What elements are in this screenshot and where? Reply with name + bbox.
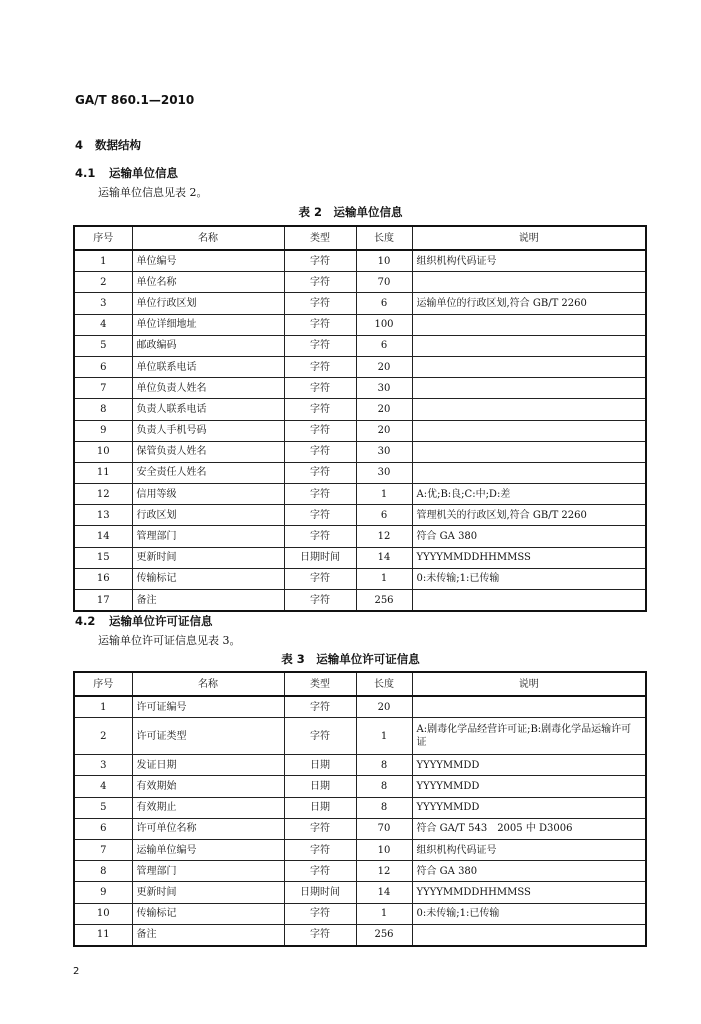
cell-name: 许可证编号 xyxy=(132,696,284,718)
cell-length: 6 xyxy=(356,293,412,314)
cell-type: 字符 xyxy=(284,378,356,399)
cell-name: 单位行政区划 xyxy=(132,293,284,314)
cell-description xyxy=(412,462,646,483)
cell-name: 信用等级 xyxy=(132,484,284,505)
table-row xyxy=(74,547,646,568)
cell-index: 12 xyxy=(74,484,132,505)
cell-description: 符合 GA 380 xyxy=(412,526,646,547)
cell-index: 14 xyxy=(74,526,132,547)
table-row xyxy=(74,839,646,860)
cell-index: 2 xyxy=(74,718,132,755)
cell-type: 字符 xyxy=(284,399,356,420)
cell-index: 17 xyxy=(74,590,132,612)
cell-length: 10 xyxy=(356,839,412,860)
cell-type: 字符 xyxy=(284,839,356,860)
table-row xyxy=(74,441,646,462)
header-cell: 说明 xyxy=(412,672,646,696)
cell-type: 字符 xyxy=(284,314,356,335)
cell-description: 0:未传输;1:已传输 xyxy=(412,568,646,589)
cell-length: 20 xyxy=(356,399,412,420)
chapter-title: 数据结构 xyxy=(95,138,142,152)
cell-name: 单位联系电话 xyxy=(132,356,284,377)
cell-type: 字符 xyxy=(284,462,356,483)
header-cell: 类型 xyxy=(284,226,356,250)
cell-index: 4 xyxy=(74,314,132,335)
table-row xyxy=(74,797,646,818)
cell-type: 字符 xyxy=(284,272,356,293)
cell-type: 字符 xyxy=(284,861,356,882)
table-row xyxy=(74,462,646,483)
cell-name: 负责人联系电话 xyxy=(132,399,284,420)
cell-name: 更新时间 xyxy=(132,547,284,568)
cell-length: 10 xyxy=(356,250,412,272)
chapter-number: 4 xyxy=(75,138,84,152)
cell-length: 70 xyxy=(356,272,412,293)
cell-length: 8 xyxy=(356,776,412,797)
cell-length: 20 xyxy=(356,420,412,441)
section-heading-4-2 xyxy=(75,613,213,629)
cell-length: 256 xyxy=(356,924,412,946)
cell-description: 管理机关的行政区划,符合 GB/T 2260 xyxy=(412,505,646,526)
standard-code: GA/T 860.1—2010 xyxy=(75,93,195,107)
table-row xyxy=(74,505,646,526)
cell-length: 70 xyxy=(356,818,412,839)
cell-description xyxy=(412,335,646,356)
table-row xyxy=(74,924,646,946)
cell-index: 16 xyxy=(74,568,132,589)
cell-index: 13 xyxy=(74,505,132,526)
header-cell: 名称 xyxy=(132,226,284,250)
table-row xyxy=(74,882,646,903)
table-row xyxy=(74,590,646,612)
cell-index: 6 xyxy=(74,356,132,377)
table-row xyxy=(74,356,646,377)
cell-name: 行政区划 xyxy=(132,505,284,526)
cell-length: 12 xyxy=(356,861,412,882)
cell-index: 8 xyxy=(74,399,132,420)
cell-name: 单位编号 xyxy=(132,250,284,272)
header-cell: 序号 xyxy=(74,672,132,696)
cell-index: 6 xyxy=(74,818,132,839)
cell-index: 7 xyxy=(74,839,132,860)
section-intro: 运输单位许可证信息见表 3。 xyxy=(98,634,241,647)
cell-length: 20 xyxy=(356,356,412,377)
cell-name: 更新时间 xyxy=(132,882,284,903)
cell-type: 字符 xyxy=(284,484,356,505)
section-number: 4.1 xyxy=(75,166,96,180)
cell-type: 日期时间 xyxy=(284,547,356,568)
cell-type: 字符 xyxy=(284,903,356,924)
cell-length: 1 xyxy=(356,484,412,505)
cell-index: 5 xyxy=(74,797,132,818)
table-row xyxy=(74,568,646,589)
cell-name: 有效期止 xyxy=(132,797,284,818)
cell-name: 负责人手机号码 xyxy=(132,420,284,441)
table-row xyxy=(74,250,646,272)
cell-index: 8 xyxy=(74,861,132,882)
table-row xyxy=(74,718,646,755)
cell-length: 14 xyxy=(356,547,412,568)
cell-length: 100 xyxy=(356,314,412,335)
cell-description xyxy=(412,356,646,377)
cell-type: 字符 xyxy=(284,818,356,839)
cell-length: 1 xyxy=(356,568,412,589)
cell-name: 管理部门 xyxy=(132,526,284,547)
cell-index: 9 xyxy=(74,420,132,441)
cell-name: 发证日期 xyxy=(132,755,284,776)
cell-description: 组织机构代码证号 xyxy=(412,839,646,860)
cell-index: 1 xyxy=(74,696,132,718)
cell-description xyxy=(412,378,646,399)
cell-name: 传输标记 xyxy=(132,903,284,924)
table-transport-unit-license-info xyxy=(73,671,647,947)
cell-index: 4 xyxy=(74,776,132,797)
cell-length: 20 xyxy=(356,696,412,718)
cell-type: 字符 xyxy=(284,441,356,462)
table-header-row xyxy=(74,672,646,696)
header-cell: 类型 xyxy=(284,672,356,696)
cell-name: 保管负责人姓名 xyxy=(132,441,284,462)
cell-description: 运输单位的行政区划,符合 GB/T 2260 xyxy=(412,293,646,314)
table-row xyxy=(74,272,646,293)
cell-description: YYYYMMDDHHMMSS xyxy=(412,882,646,903)
cell-type: 字符 xyxy=(284,335,356,356)
section-title: 运输单位许可证信息 xyxy=(109,614,213,628)
cell-name: 有效期始 xyxy=(132,776,284,797)
cell-type: 日期 xyxy=(284,776,356,797)
table-row xyxy=(74,818,646,839)
section-title: 运输单位信息 xyxy=(109,166,179,180)
cell-type: 字符 xyxy=(284,250,356,272)
cell-type: 字符 xyxy=(284,590,356,612)
cell-index: 15 xyxy=(74,547,132,568)
cell-name: 单位名称 xyxy=(132,272,284,293)
cell-length: 8 xyxy=(356,755,412,776)
cell-name: 管理部门 xyxy=(132,861,284,882)
cell-index: 10 xyxy=(74,441,132,462)
cell-length: 30 xyxy=(356,462,412,483)
cell-description: YYYYMMDD xyxy=(412,797,646,818)
cell-index: 11 xyxy=(74,924,132,946)
cell-description xyxy=(412,272,646,293)
cell-description xyxy=(412,590,646,612)
table-row xyxy=(74,755,646,776)
cell-description: 符合 GA/T 543 2005 中 D3006 xyxy=(412,818,646,839)
cell-description xyxy=(412,314,646,335)
cell-description: 符合 GA 380 xyxy=(412,861,646,882)
cell-name: 运输单位编号 xyxy=(132,839,284,860)
table-row xyxy=(74,293,646,314)
cell-length: 6 xyxy=(356,335,412,356)
cell-name: 传输标记 xyxy=(132,568,284,589)
header-cell: 序号 xyxy=(74,226,132,250)
cell-description: YYYYMMDDHHMMSS xyxy=(412,547,646,568)
cell-index: 7 xyxy=(74,378,132,399)
cell-description: 0:未传输;1:已传输 xyxy=(412,903,646,924)
cell-type: 字符 xyxy=(284,356,356,377)
cell-description: 组织机构代码证号 xyxy=(412,250,646,272)
cell-length: 6 xyxy=(356,505,412,526)
cell-length: 30 xyxy=(356,441,412,462)
cell-length: 12 xyxy=(356,526,412,547)
table-row xyxy=(74,335,646,356)
table-row xyxy=(74,314,646,335)
cell-length: 8 xyxy=(356,797,412,818)
table-row xyxy=(74,776,646,797)
cell-length: 1 xyxy=(356,718,412,755)
header-cell: 名称 xyxy=(132,672,284,696)
table-header-row xyxy=(74,226,646,250)
cell-type: 字符 xyxy=(284,293,356,314)
cell-type: 字符 xyxy=(284,568,356,589)
cell-length: 30 xyxy=(356,378,412,399)
cell-type: 日期时间 xyxy=(284,882,356,903)
table-caption: 表 2 运输单位信息 xyxy=(298,205,403,219)
cell-type: 日期 xyxy=(284,797,356,818)
cell-name: 许可单位名称 xyxy=(132,818,284,839)
page-number: 2 xyxy=(73,966,80,977)
cell-index: 5 xyxy=(74,335,132,356)
cell-name: 邮政编码 xyxy=(132,335,284,356)
table-row xyxy=(74,484,646,505)
section-number: 4.2 xyxy=(75,614,96,628)
header-cell: 长度 xyxy=(356,672,412,696)
table-row xyxy=(74,861,646,882)
table-transport-unit-info xyxy=(73,225,647,612)
cell-description xyxy=(412,441,646,462)
table-row xyxy=(74,420,646,441)
cell-name: 安全责任人姓名 xyxy=(132,462,284,483)
header-cell: 长度 xyxy=(356,226,412,250)
cell-index: 10 xyxy=(74,903,132,924)
cell-index: 3 xyxy=(74,293,132,314)
cell-name: 单位详细地址 xyxy=(132,314,284,335)
table-caption: 表 3 运输单位许可证信息 xyxy=(281,652,420,666)
cell-index: 3 xyxy=(74,755,132,776)
cell-description: A:剧毒化学品经营许可证;B:剧毒化学品运输许可证 xyxy=(412,718,646,755)
cell-description: A:优;B:良;C:中;D:差 xyxy=(412,484,646,505)
cell-type: 字符 xyxy=(284,420,356,441)
table-row xyxy=(74,378,646,399)
cell-type: 字符 xyxy=(284,505,356,526)
table-row xyxy=(74,696,646,718)
section-intro: 运输单位信息见表 2。 xyxy=(98,186,208,199)
cell-type: 字符 xyxy=(284,924,356,946)
chapter-heading xyxy=(75,137,141,153)
cell-type: 字符 xyxy=(284,718,356,755)
cell-description xyxy=(412,420,646,441)
cell-description xyxy=(412,399,646,420)
cell-index: 2 xyxy=(74,272,132,293)
table-row xyxy=(74,903,646,924)
table-row xyxy=(74,526,646,547)
cell-name: 单位负责人姓名 xyxy=(132,378,284,399)
cell-index: 11 xyxy=(74,462,132,483)
cell-name: 许可证类型 xyxy=(132,718,284,755)
cell-description xyxy=(412,924,646,946)
table-row xyxy=(74,399,646,420)
cell-name: 备注 xyxy=(132,590,284,612)
header-cell: 说明 xyxy=(412,226,646,250)
cell-description xyxy=(412,696,646,718)
cell-name: 备注 xyxy=(132,924,284,946)
section-heading-4-1 xyxy=(75,165,178,181)
cell-type: 日期 xyxy=(284,755,356,776)
cell-index: 1 xyxy=(74,250,132,272)
cell-type: 字符 xyxy=(284,696,356,718)
cell-length: 1 xyxy=(356,903,412,924)
cell-description: YYYYMMDD xyxy=(412,776,646,797)
cell-length: 14 xyxy=(356,882,412,903)
cell-index: 9 xyxy=(74,882,132,903)
cell-description: YYYYMMDD xyxy=(412,755,646,776)
cell-length: 256 xyxy=(356,590,412,612)
cell-type: 字符 xyxy=(284,526,356,547)
